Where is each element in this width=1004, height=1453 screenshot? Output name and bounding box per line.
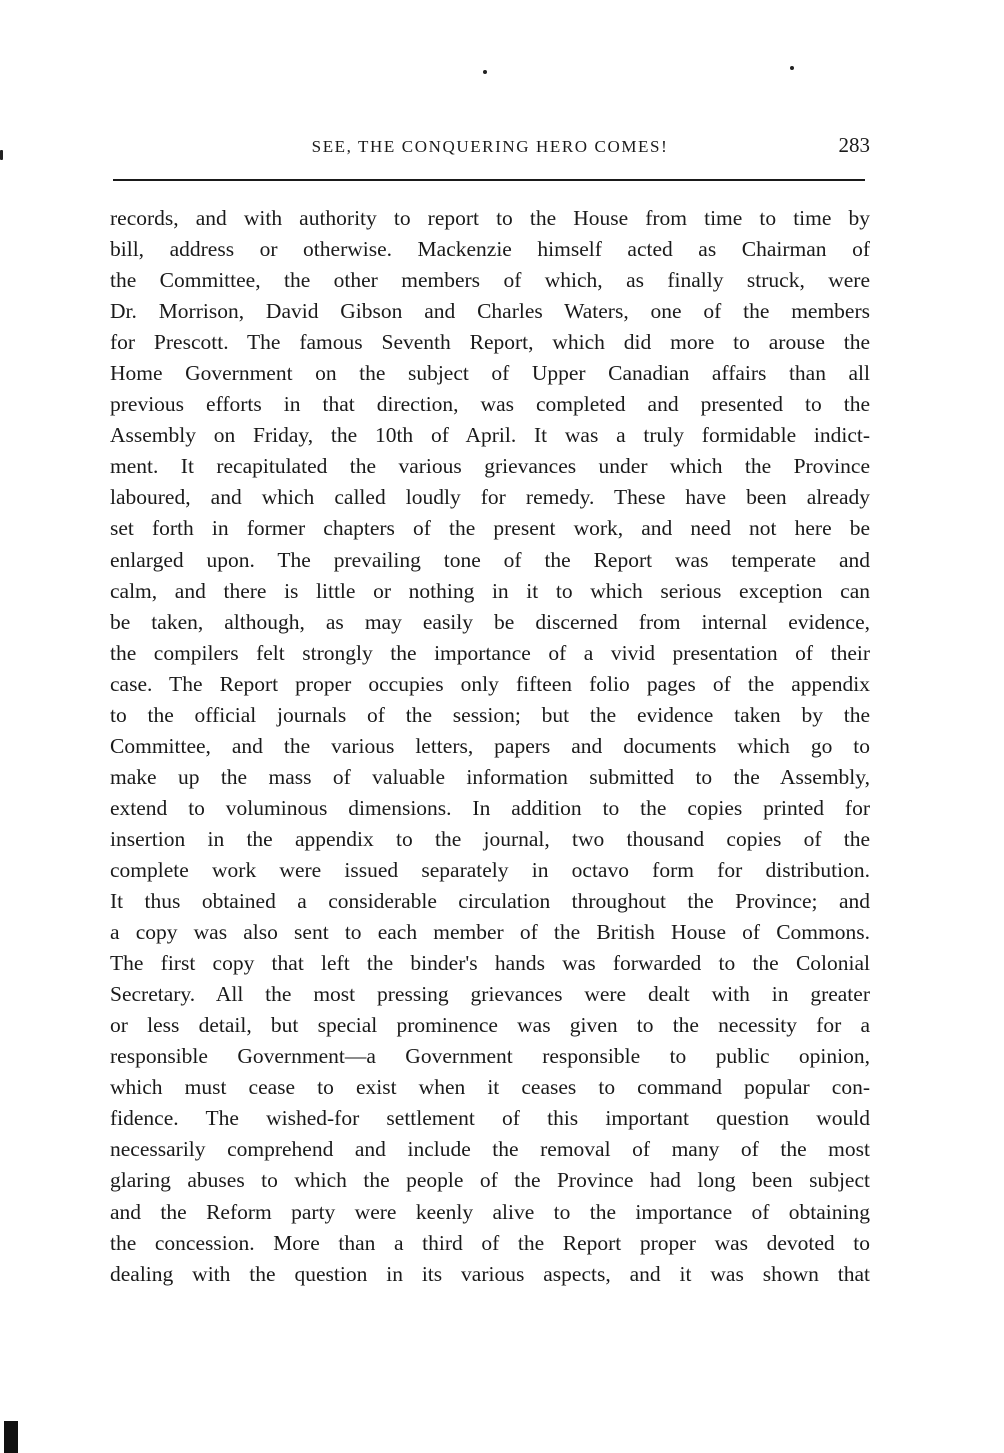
text-line: for Prescott. The famous Seventh Report, which did more to arouse the [110, 330, 870, 355]
text-line: extend to voluminous dimensions. In addition to the copies printed for [110, 795, 870, 820]
text-line: the Committee, the other members of which, as finally struck, were [110, 268, 870, 293]
text-line: records, and with authority to report to the House from time to time by [110, 206, 870, 230]
text-line: previous efforts in that direction, was completed and presented to the [110, 392, 870, 417]
text-line: the compilers felt strongly the importance of a vivid presentation of their [110, 640, 870, 665]
text-line: bill, address or otherwise. Mackenzie himself acted as Chairman of [110, 237, 870, 262]
scan-speck [790, 66, 794, 70]
text-line: It thus obtained a considerable circulation throughout the Province; and [110, 889, 870, 914]
text-line: which must cease to exist when it ceases to command popular con- [110, 1075, 870, 1100]
scan-speck [0, 150, 3, 160]
text-line: insertion in the appendix to the journal, two thousand copies of the [110, 826, 870, 851]
text-line: Secretary. All the most pressing grievances were dealt with in greater [110, 982, 870, 1007]
body-text [110, 203, 870, 1290]
text-line: to the official journals of the session; but the evidence taken by the [110, 702, 870, 727]
scan-edge-mark [4, 1421, 18, 1453]
text-line: or less detail, but special prominence was given to the necessity for a [110, 1013, 870, 1038]
text-line: The first copy that left the binder's hands was forwarded to the Colonial [110, 951, 870, 976]
text-line: be taken, although, as may easily be discerned from internal evidence, [110, 609, 870, 634]
text-line: laboured, and which called loudly for remedy. These have been already [110, 485, 870, 510]
text-line: Committee, and the various letters, papers and documents which go to [110, 733, 870, 758]
text-line: calm, and there is little or nothing in it to which serious exception can [110, 578, 870, 603]
page-number: 283 [838, 133, 870, 157]
text-line: the concession. More than a third of the Report proper was devoted to [110, 1230, 870, 1255]
scan-speck [483, 70, 487, 74]
text-line: make up the mass of valuable information submitted to the Assembly, [110, 764, 870, 789]
text-line: responsible Government—a Government responsible to public opinion, [110, 1044, 870, 1069]
text-line: dealing with the question in its various aspects, and it was shown that [110, 1261, 870, 1286]
text-line: ment. It recapitulated the various grievances under which the Province [110, 454, 870, 479]
text-line: complete work were issued separately in octavo form for distribution. [110, 857, 870, 882]
text-line: glaring abuses to which the people of the Province had long been subject [110, 1168, 870, 1193]
text-line: enlarged upon. The prevailing tone of the Report was temperate and [110, 547, 870, 572]
text-line: and the Reform party were keenly alive to the importance of obtaining [110, 1199, 870, 1224]
text-line: Home Government on the subject of Upper Canadian affairs than all [110, 361, 870, 386]
text-line: case. The Report proper occupies only fifteen folio pages of the appendix [110, 671, 870, 696]
text-line: necessarily comprehend and include the removal of many of the most [110, 1137, 870, 1162]
text-line: Assembly on Friday, the 10th of April. It was a truly formidable indict- [110, 423, 870, 448]
header-rule [113, 179, 865, 181]
text-line: Dr. Morrison, David Gibson and Charles Waters, one of the members [110, 299, 870, 324]
running-title: SEE, THE CONQUERING HERO COMES! [311, 137, 669, 156]
text-line: set forth in former chapters of the present work, and need not here be [110, 516, 870, 541]
text-line: a copy was also sent to each member of the British House of Commons. [110, 920, 870, 945]
running-head [110, 133, 870, 167]
text-line: fidence. The wished-for settlement of this important question would [110, 1106, 870, 1131]
